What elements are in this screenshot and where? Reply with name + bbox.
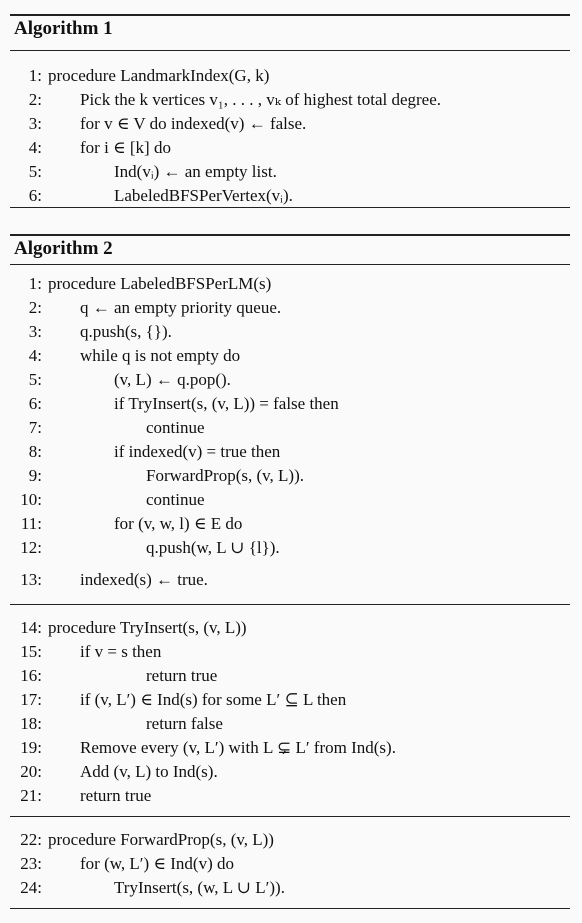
line-number: 21: [20, 786, 42, 805]
line-number: 5: [28, 162, 42, 181]
algo-line [10, 344, 570, 368]
top-rule [10, 14, 570, 16]
line-text: procedure ForwardProp(s, (v, L)) [48, 830, 274, 849]
algo-line [10, 536, 570, 560]
algo-line [10, 112, 570, 136]
algo-line [10, 688, 570, 712]
line-number: 3: [28, 114, 42, 133]
line-text: Add (v, L) to Ind(s). [80, 762, 218, 781]
line-text: Pick the k vertices v₁, . . . , vₖ of highest total degree. [80, 90, 442, 109]
algorithm-1-block [10, 14, 570, 209]
line-number: 10: [20, 490, 42, 509]
algorithm-title: Algorithm 2 [14, 238, 113, 259]
algo-line [10, 296, 570, 320]
line-text: if v = s then [80, 642, 162, 661]
algo-line [10, 136, 570, 160]
line-number: 14: [20, 618, 42, 637]
algo-line [10, 440, 570, 464]
bottom-rule [10, 908, 570, 909]
line-number: 3: [28, 322, 42, 341]
algo-line [10, 512, 570, 536]
line-number: 2: [28, 90, 42, 109]
line-number: 9: [28, 466, 42, 485]
line-text: return true [80, 786, 152, 805]
algo-line [10, 272, 570, 296]
line-text: return true [146, 666, 218, 685]
algo-line [10, 88, 570, 112]
line-text: (v, L) ← q.pop(). [114, 370, 231, 389]
line-text: procedure LandmarkIndex(G, k) [48, 66, 270, 85]
algo-line [10, 736, 570, 760]
line-number: 7: [28, 418, 42, 437]
line-text: for (v, w, l) ∈ E do [114, 514, 243, 533]
line-number: 2: [28, 298, 42, 317]
algo-line [10, 568, 570, 592]
line-number: 20: [20, 762, 42, 781]
algo-line [10, 464, 570, 488]
line-number: 4: [28, 346, 42, 365]
line-text: q.push(s, {}). [80, 322, 172, 341]
line-number: 19: [20, 738, 42, 757]
line-number: 12: [20, 538, 42, 557]
section-rule [10, 816, 570, 817]
line-number: 11: [20, 514, 42, 533]
algo-line [10, 392, 570, 416]
algo-line [10, 876, 570, 900]
line-text: Remove every (v, L′) with L ⊊ L′ from Ind(s). [80, 738, 396, 757]
line-text: LabeledBFSPerVertex(vᵢ). [114, 186, 293, 205]
algo-line [10, 488, 570, 512]
line-text: procedure TryInsert(s, (v, L)) [48, 618, 247, 637]
line-text: return false [146, 714, 223, 733]
algo-line [10, 852, 570, 876]
line-text: ForwardProp(s, (v, L)). [146, 466, 305, 485]
line-text: q.push(w, L ∪ {l}). [146, 538, 280, 557]
line-number: 16: [20, 666, 42, 685]
line-text: Ind(vᵢ) ← an empty list. [114, 162, 277, 181]
line-number: 24: [20, 878, 42, 897]
algo-line [10, 160, 570, 184]
title-rule [10, 264, 570, 265]
top-rule [10, 234, 570, 236]
line-text: continue [146, 490, 205, 509]
algo-line [10, 184, 570, 208]
title-rule [10, 50, 570, 51]
line-number: 18: [20, 714, 42, 733]
line-text: continue [146, 418, 205, 437]
line-text: if indexed(v) = true then [114, 442, 281, 461]
line-text: if (v, L′) ∈ Ind(s) for some L′ ⊆ L then [80, 690, 347, 709]
line-number: 15: [20, 642, 42, 661]
algo-line [10, 368, 570, 392]
bottom-rule [10, 207, 570, 208]
line-text: indexed(s) ← true. [80, 570, 208, 589]
line-number: 5: [28, 370, 42, 389]
line-text: TryInsert(s, (w, L ∪ L′)). [114, 878, 285, 897]
line-text: for v ∈ V do indexed(v) ← false. [80, 114, 307, 133]
line-number: 23: [20, 854, 42, 873]
algo-line [10, 616, 570, 640]
line-text: if TryInsert(s, (v, L)) = false then [114, 394, 339, 413]
algorithm-2-block [10, 234, 570, 910]
algo-line [10, 320, 570, 344]
algo-line [10, 712, 570, 736]
algo-line [10, 416, 570, 440]
line-number: 13: [20, 570, 42, 589]
algo-line [10, 784, 570, 808]
line-number: 6: [28, 394, 42, 413]
line-number: 1: [28, 66, 42, 85]
line-number: 8: [28, 442, 42, 461]
algo-line [10, 640, 570, 664]
line-text: procedure LabeledBFSPerLM(s) [48, 274, 272, 293]
line-number: 17: [20, 690, 42, 709]
algo-line [10, 828, 570, 852]
algo-line [10, 760, 570, 784]
line-number: 1: [28, 274, 42, 293]
line-number: 22: [20, 830, 42, 849]
line-text: for (w, L′) ∈ Ind(v) do [80, 854, 234, 873]
algo-line [10, 64, 570, 88]
line-text: for i ∈ [k] do [80, 138, 171, 157]
algorithm-title: Algorithm 1 [14, 18, 113, 39]
line-number: 6: [28, 186, 42, 205]
line-text: q ← an empty priority queue. [80, 298, 282, 317]
section-rule [10, 604, 570, 605]
line-number: 4: [28, 138, 42, 157]
algo-line [10, 664, 570, 688]
line-text: while q is not empty do [80, 346, 241, 365]
